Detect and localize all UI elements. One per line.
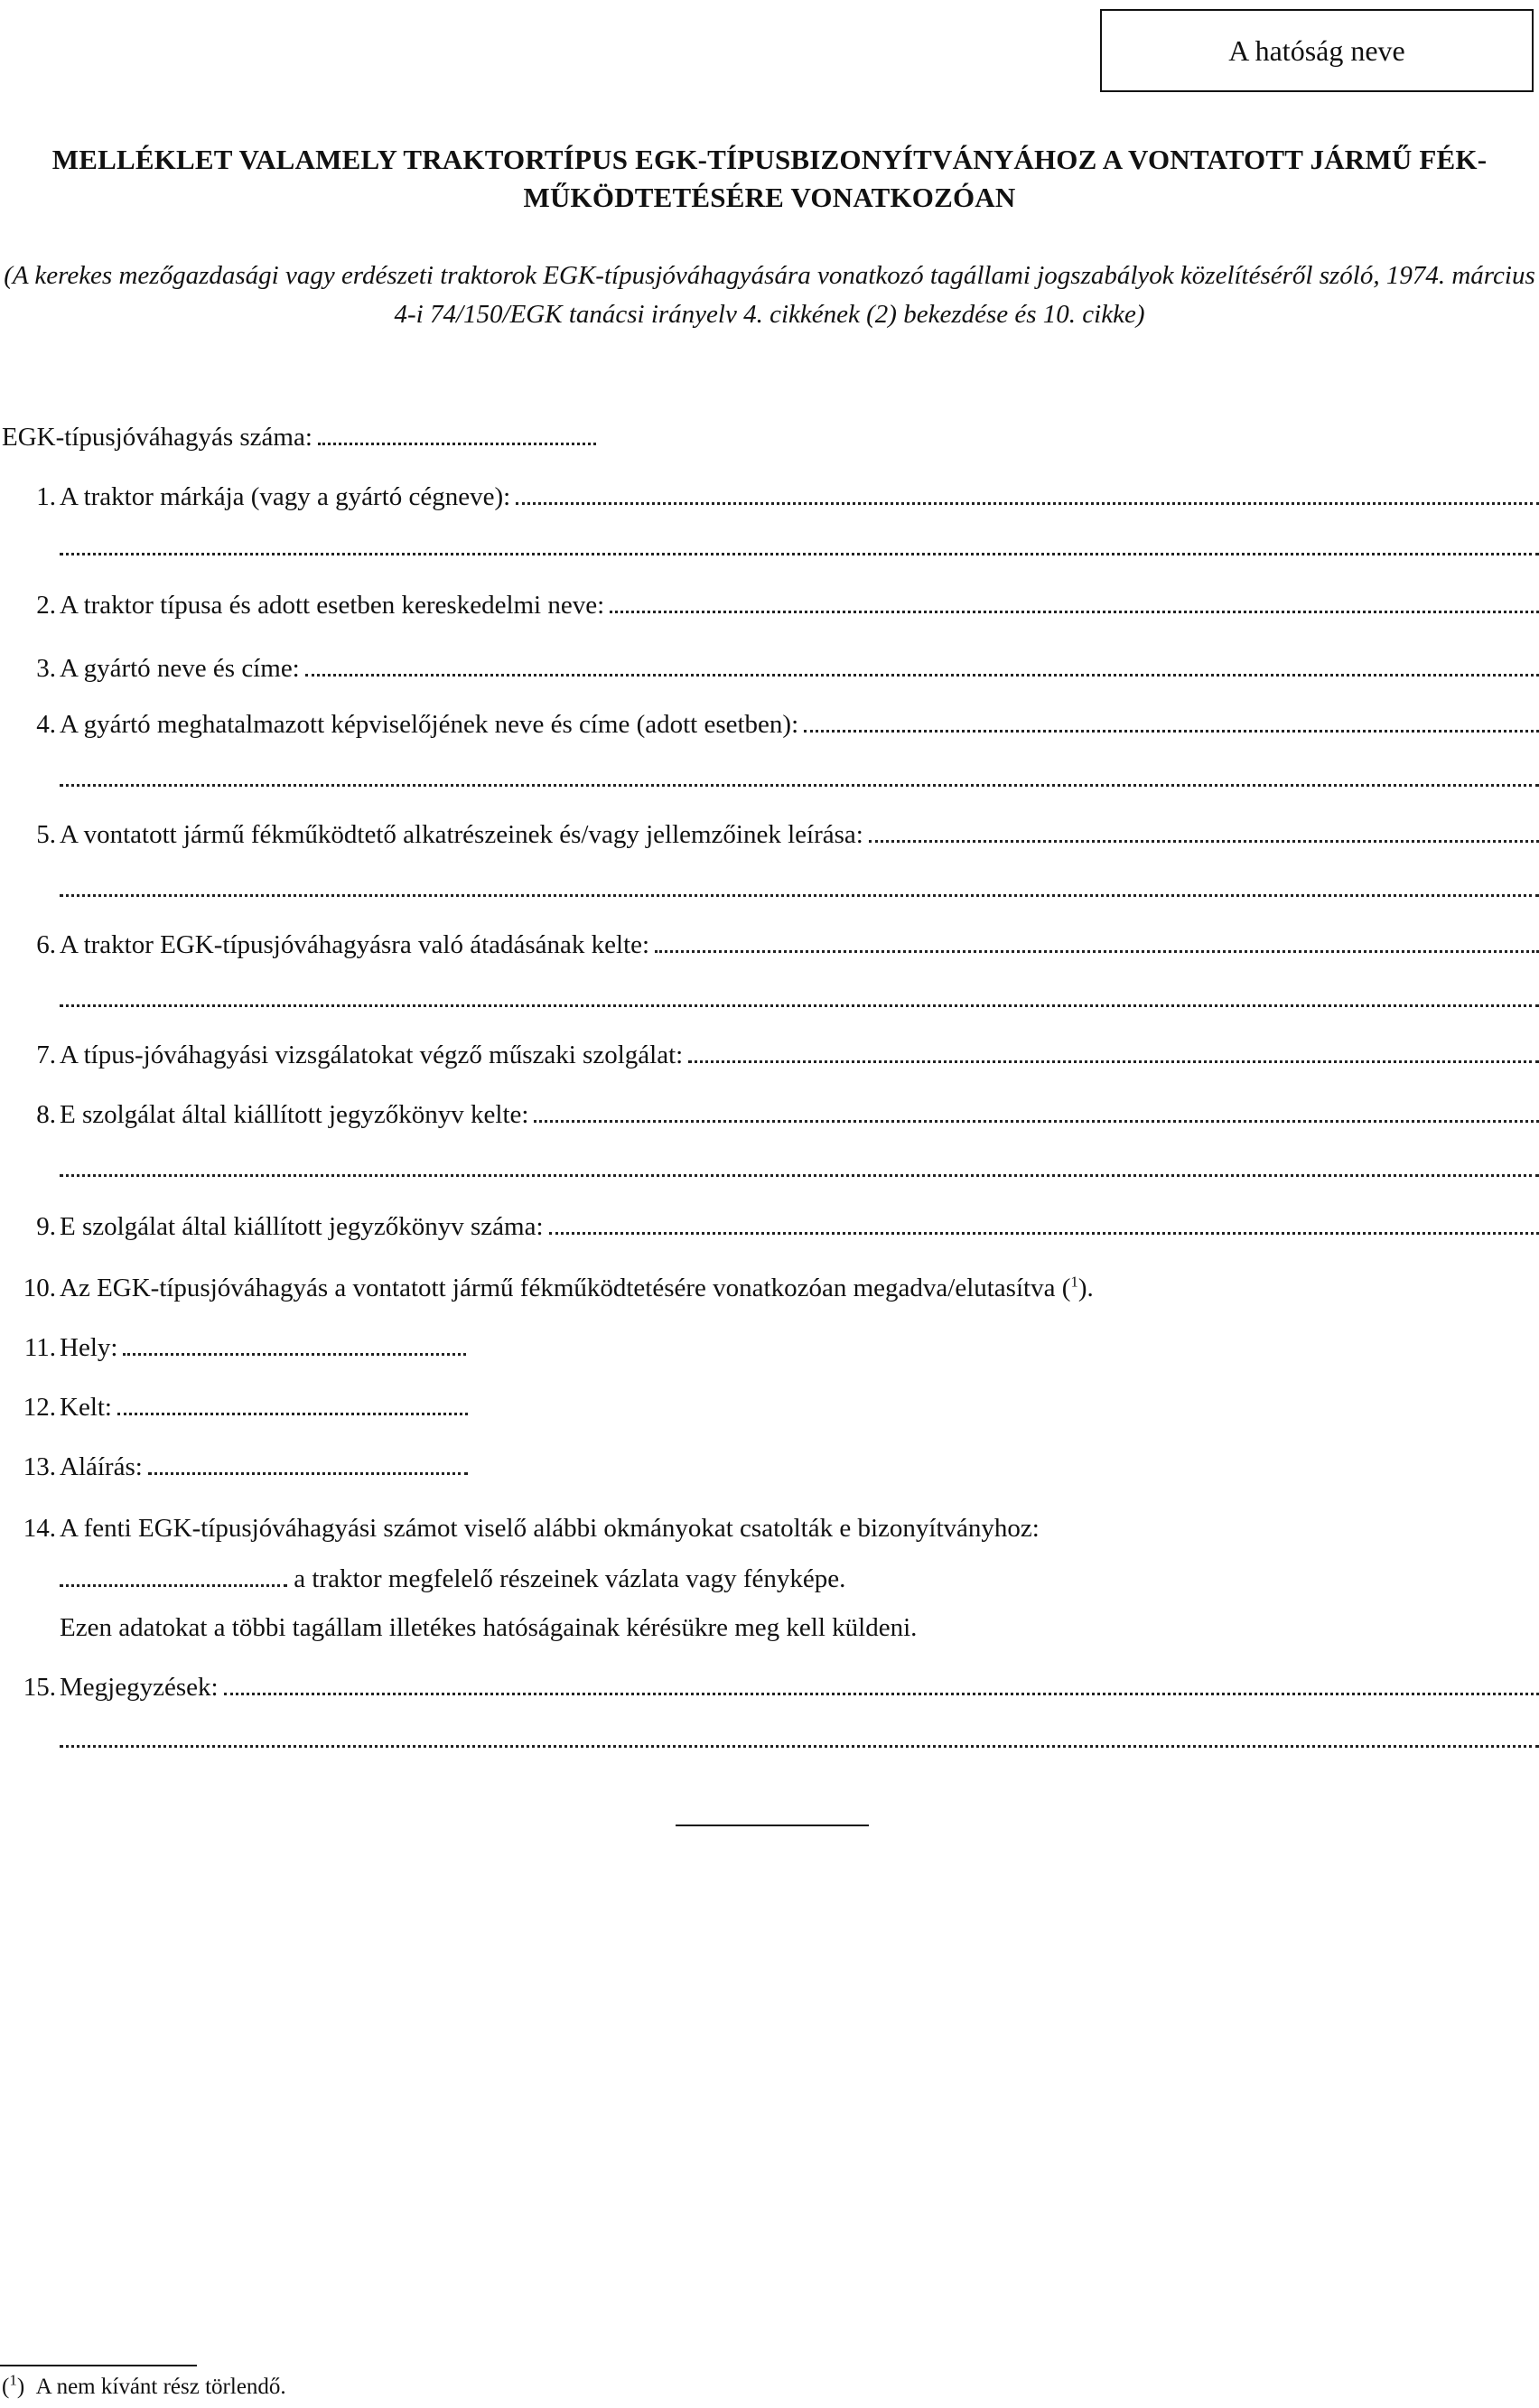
- item-label: Kelt:: [60, 1393, 112, 1422]
- form-item-7: [0, 1035, 1539, 1075]
- item-fill-dots[interactable]: [610, 589, 1539, 613]
- item-label: A vontatott jármű fékműködtető alkatrészeinek és/vagy jellemzőinek leírása:: [60, 820, 863, 849]
- form-item-4: [0, 705, 1539, 744]
- item-fill-dots[interactable]: [516, 481, 1539, 505]
- item-label: E szolgálat által kiállított jegyzőkönyv száma:: [60, 1212, 544, 1241]
- item-number: 1.: [36, 482, 56, 511]
- item-14-note: Ezen adatokat a többi tagállam illetékes hatóságainak kérésükre meg kell küldeni.: [60, 1613, 918, 1642]
- item-5-continuation-dots[interactable]: [60, 876, 1539, 897]
- item-fill-dots[interactable]: [655, 929, 1539, 953]
- form-item-2: [0, 585, 1539, 625]
- item-6-continuation-dots[interactable]: [60, 986, 1539, 1007]
- item-label: A típus-jóváhagyási vizsgálatokat végző műszaki szolgálat:: [60, 1041, 684, 1069]
- document-title: MELLÉKLET VALAMELY TRAKTORTÍPUS EGK-TÍPUSBIZONYÍTVÁNYÁHOZ A VONTATOTT JÁRMŰ FÉK-MŰKÖDTETÉSÉRE VONATKOZÓAN: [51, 144, 1488, 213]
- item-label: A fenti EGK-típusjóváhagyási számot viselő alábbi okmányokat csatolták e bizonyítványhoz:: [60, 1514, 1040, 1543]
- item-number: 5.: [36, 820, 56, 849]
- item-15-continuation-dots[interactable]: [60, 1727, 1539, 1748]
- footnote-marker: 1: [9, 2371, 17, 2389]
- form-item-12: [0, 1387, 1539, 1427]
- item-number: 10.: [23, 1274, 56, 1302]
- item-number: 3.: [36, 654, 56, 683]
- form-item-10: [0, 1268, 1539, 1308]
- item-number: 6.: [36, 930, 56, 959]
- item-label: A traktor típusa és adott esetben kereskedelmi neve:: [60, 591, 605, 620]
- form-item-8: [0, 1095, 1539, 1134]
- item-fill-dots[interactable]: [869, 818, 1539, 843]
- form-item-6: [0, 925, 1539, 965]
- date-fill-dots[interactable]: [117, 1391, 468, 1415]
- form-item-9: [0, 1207, 1539, 1246]
- item-fill-dots[interactable]: [305, 652, 1539, 677]
- footnote: ($^1$) A nem kívánt rész törlendő.: [2, 2371, 286, 2399]
- approval-number-label: EGK-típusjóváhagyás száma:: [2, 423, 312, 452]
- item-number: 11.: [23, 1333, 56, 1362]
- item-1-continuation-dots[interactable]: [60, 535, 1539, 555]
- form-item-11: [0, 1328, 1539, 1367]
- item-4-continuation-dots[interactable]: [60, 766, 1539, 787]
- item-label: Hely:: [60, 1333, 118, 1362]
- form-item-1: [0, 477, 1539, 517]
- item-fill-dots[interactable]: [224, 1671, 1539, 1695]
- item-number: 2.: [36, 591, 56, 620]
- item-label: A gyártó neve és címe:: [60, 654, 300, 683]
- item-label: A gyártó meghatalmazott képviselőjének neve és címe (adott esetben):: [60, 710, 799, 739]
- item-10-label-text: Az EGK-típusjóváhagyás a vontatott jármű fékműködtetésére vonatkozóan megadva/elutasítva (: [60, 1274, 1071, 1302]
- item-fill-dots[interactable]: [549, 1210, 1539, 1235]
- document-subtitle: (A kerekes mezőgazdasági vagy erdészeti traktorok EGK-típusjóváhagyására vonatkozó tagállami jogszabályok közelítéséről szóló, 1974. március 4-i 74/150/EGK tanácsi irányelv 4. cikkének (2) bekezdése és 10. cikke): [4, 261, 1535, 329]
- approval-number-dots[interactable]: [318, 423, 596, 445]
- form-item-15: [0, 1667, 1539, 1707]
- item-14-attachment: [60, 1559, 845, 1599]
- form-item-5: [0, 815, 1539, 854]
- footnote-text: A nem kívánt rész törlendő.: [35, 2375, 286, 2399]
- item-number: 12.: [23, 1393, 56, 1422]
- item-number: 9.: [36, 1212, 56, 1241]
- item-fill-dots[interactable]: [804, 708, 1539, 733]
- item-8-continuation-dots[interactable]: [60, 1156, 1539, 1177]
- footnote-rule: [0, 2365, 197, 2366]
- item-number: 14.: [23, 1514, 56, 1543]
- item-number: 7.: [36, 1041, 56, 1069]
- item-number: 8.: [36, 1100, 56, 1129]
- attachment-fill-dots[interactable]: [60, 1563, 287, 1587]
- item-label: [60, 1268, 1094, 1308]
- item-label: Aláírás:: [60, 1452, 143, 1481]
- attachment-text: a traktor megfelelő részeinek vázlata vagy fényképe.: [294, 1564, 846, 1593]
- item-10-label-end: ).: [1077, 1274, 1094, 1302]
- item-number: 13.: [23, 1452, 56, 1481]
- item-label: E szolgálat által kiállított jegyzőkönyv kelte:: [60, 1100, 529, 1129]
- footnote-ref: 1: [1070, 1273, 1078, 1291]
- item-label: A traktor EGK-típusjóváhagyásra való átadásának kelte:: [60, 930, 650, 959]
- authority-name-label: A hatóság neve: [1228, 33, 1405, 67]
- signature-fill-dots[interactable]: [148, 1451, 468, 1475]
- form-item-13: [0, 1447, 1539, 1487]
- item-label: Megjegyzések:: [60, 1673, 219, 1702]
- item-label: A traktor márkája (vagy a gyártó cégneve):: [60, 482, 511, 511]
- section-separator: [676, 1825, 869, 1826]
- item-fill-dots[interactable]: [534, 1098, 1539, 1123]
- form-item-14: [0, 1508, 1539, 1548]
- approval-number-field[interactable]: [2, 419, 596, 455]
- place-fill-dots[interactable]: [123, 1331, 466, 1356]
- authority-name-box: [1100, 9, 1534, 92]
- form-item-3: [0, 649, 1539, 688]
- item-number: 4.: [36, 710, 56, 739]
- item-number: 15.: [23, 1673, 56, 1702]
- item-fill-dots[interactable]: [688, 1039, 1539, 1063]
